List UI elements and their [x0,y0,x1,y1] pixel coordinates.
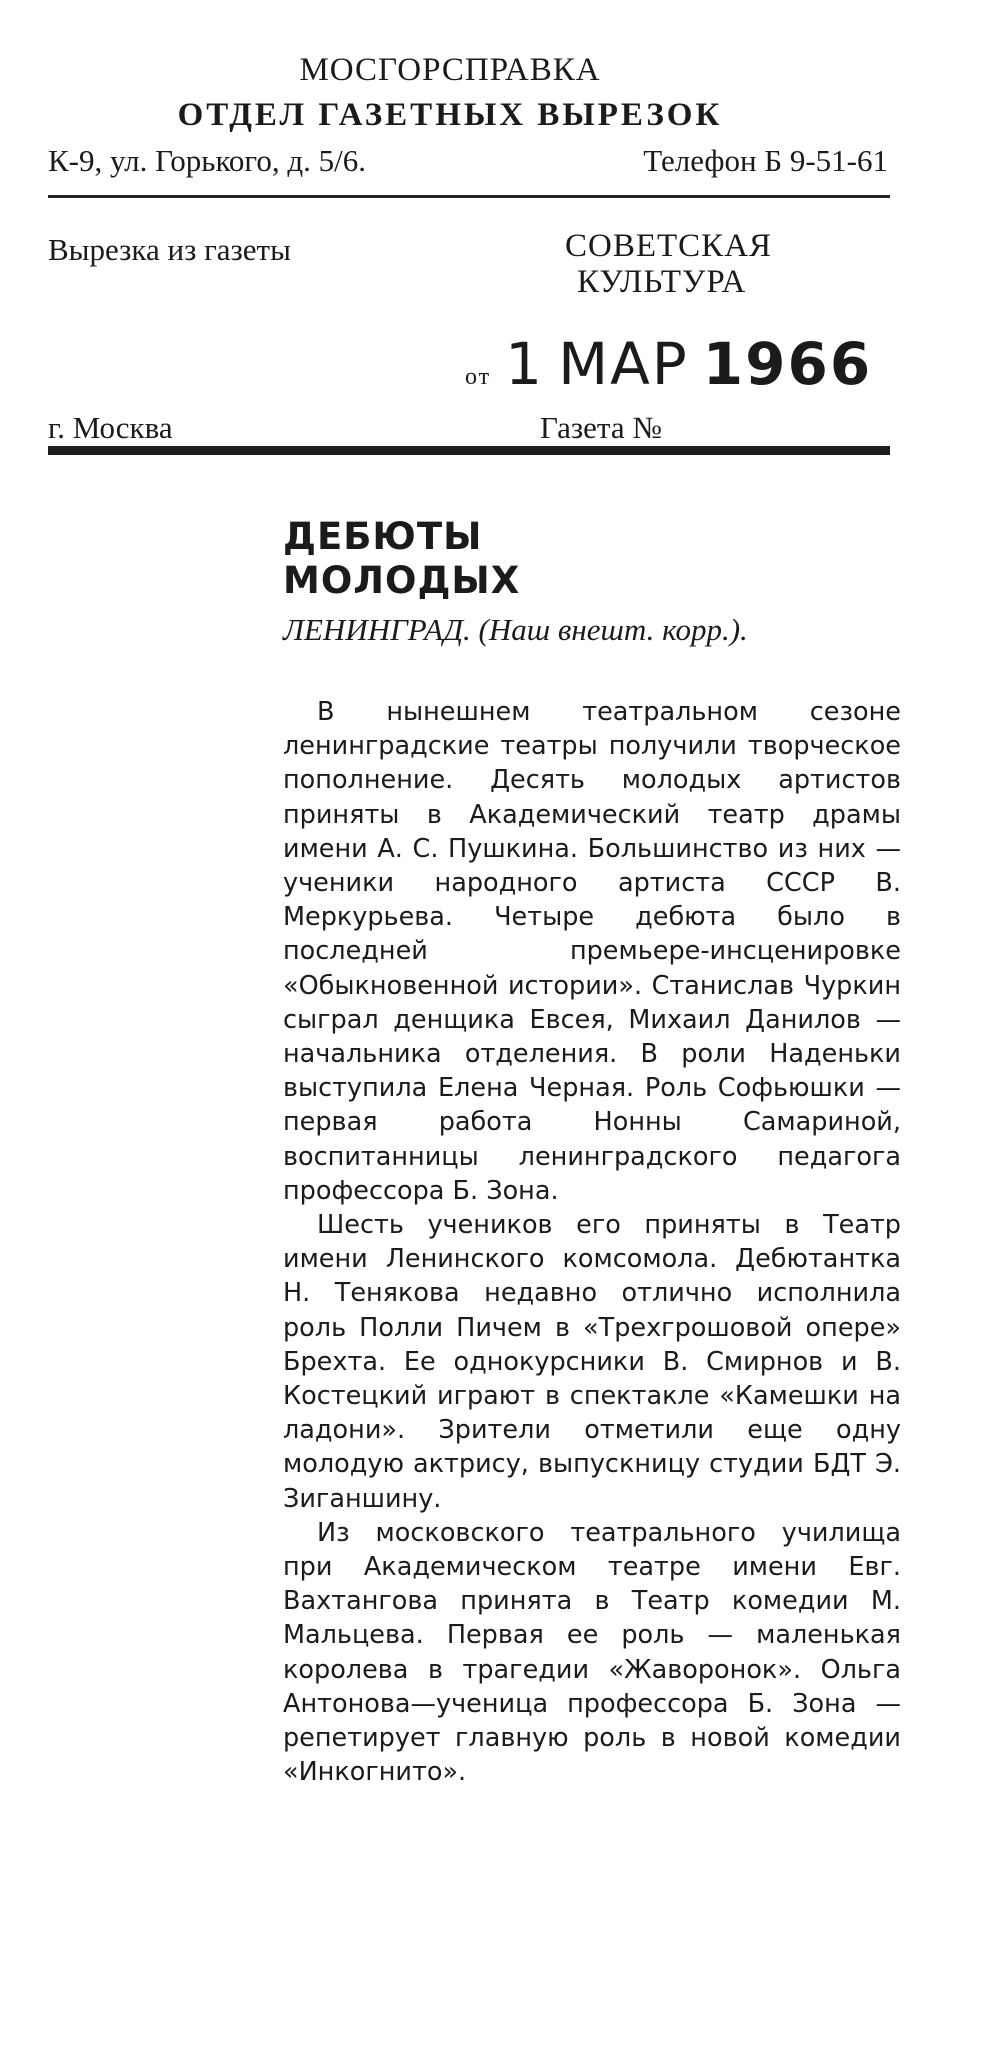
date-prefix: от [465,364,492,390]
article-body [283,695,901,1790]
article-paragraph: В нынешнем театральном сезоне ленинградские театры получили творческое пополнение. Десять молодых артистов приняты в Академический театр драмы имени А. С. Пушкина. Большинство из них — ученики народного артиста СССР В. Меркурьева. Четыре дебюта было в последней премьере-инсценировке «Обыкновенной истории». Станислав Чуркин сыграл денщика Евсея, Михаил Данилов — начальника отделения. В роли Наденьки выступила Елена Черная. Роль Софьюшки — первая работа Нонны Самариной, воспитанницы ленинградского педагога профессора Б. Зона. [283,697,901,1206]
city-label: г. Москва [48,410,173,445]
article-dateline: ЛЕНИНГРАД. (Наш внешт. корр.). [283,612,748,647]
gazeta-number-label: Газета № [540,410,662,445]
article-paragraph: Шесть учеников его приняты в Театр имени Ленинского комсомола. Дебютантка Н. Тенякова недавно отлично исполнила роль Полли Пичем в «Трехгрошовой опере» Брехта. Ее однокурсники В. Смирнов и В. Костецкий играют в спектакле «Камешки на ладони». Зрители отметили еще одну молодую актрису, выпускницу студии БДТ Э. Зиганшину. [283,1210,901,1514]
date-stamp [465,330,872,398]
newspaper-title [565,228,772,300]
agency-phone: Телефон Б 9-51-61 [643,143,888,178]
department-name: ОТДЕЛ ГАЗЕТНЫХ ВЫРЕЗОК [177,97,723,133]
date-month: МАР [558,330,689,398]
newspaper-title-line2: КУЛЬТУРА [577,264,747,300]
date-day: 1 [505,330,545,398]
article-title [283,515,733,603]
article-title-line2: МОЛОДЫХ [283,559,521,602]
agency-name: МОСГОРСПРАВКА [299,52,601,88]
contact-line [48,143,888,179]
newspaper-title-line1: СОВЕТСКАЯ [565,228,773,264]
date-year: 1966 [702,330,873,398]
header-bottom-bar [48,446,890,455]
article-paragraph: Из московского театрального училища при Академическом театре имени Евг. Вахтангова принята в Театр комедии М. Мальцева. Первая ее роль — маленькая королева в трагедии «Жаворонок». Ольга Антонова—ученица профессора Б. Зона — репетирует главную роль в новой комедии «Инкогнито». [283,1517,901,1788]
clipping-label: Вырезка из газеты [48,232,291,267]
header-divider [48,195,890,198]
article-title-line1: ДЕБЮТЫ [283,515,483,558]
agency-address: К-9, ул. Горького, д. 5/6. [48,143,367,178]
